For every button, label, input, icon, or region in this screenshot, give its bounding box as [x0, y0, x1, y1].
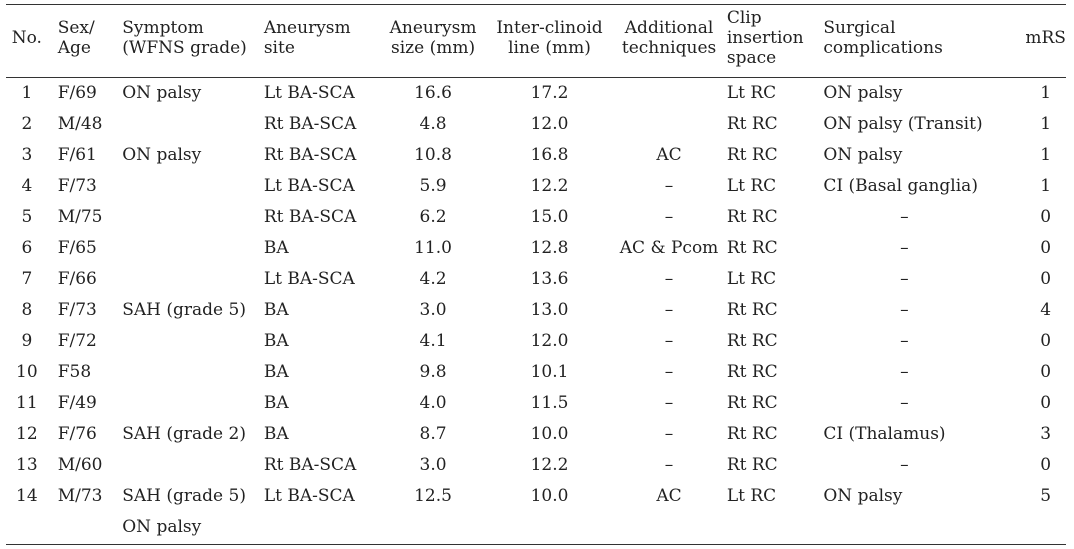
cell-symptom: SAH (grade 5)	[122, 299, 246, 320]
cell-comp: –	[900, 392, 909, 413]
cell-empty	[6, 511, 48, 542]
cell-sex-age: F/76	[57, 423, 97, 444]
cell-line: 17.2	[530, 82, 569, 103]
header-comp: Surgical complications	[823, 4, 1025, 77]
cell-comp: –	[900, 268, 909, 289]
cell-tech: AC	[656, 144, 682, 165]
cell-sex-age: M/48	[57, 113, 103, 134]
cell-size: 9.8	[419, 361, 447, 382]
header-mrs: mRS	[1025, 4, 1066, 77]
cell-empty	[264, 511, 378, 542]
cell-symptom	[122, 232, 264, 263]
cell-size: 11.0	[414, 237, 452, 258]
cell-mrs: 0	[1040, 237, 1052, 258]
cell-line: 12.0	[530, 113, 569, 134]
cell-tech: –	[664, 206, 674, 227]
cell-sex-age: F/73	[57, 175, 97, 196]
cell-comp: –	[900, 454, 909, 475]
cell-tech: AC & Pcom	[619, 237, 719, 258]
cell-site: BA	[263, 361, 289, 382]
cell-comp: ON palsy (Transit)	[823, 113, 983, 134]
cell-tech: –	[664, 330, 674, 351]
cell-symptom	[122, 108, 264, 139]
header-sex-age: Sex/ Age	[48, 4, 123, 77]
header-site: Aneurysm site	[264, 4, 378, 77]
cell-sex-age: F/66	[57, 268, 97, 289]
cell-line: 11.5	[530, 392, 569, 413]
cell-clip: Rt RC	[726, 144, 778, 165]
cell-comp: –	[900, 330, 909, 351]
cell-line: 13.0	[530, 299, 569, 320]
cell-empty	[48, 511, 123, 542]
table-row	[6, 418, 1066, 449]
header-clip: Clip insertion space	[727, 4, 824, 77]
cell-clip: Rt RC	[726, 113, 778, 134]
header-tech: Additional techniques	[611, 4, 727, 77]
cell-tech: –	[664, 454, 674, 475]
cell-mrs: 0	[1040, 454, 1052, 475]
cell-tech: –	[664, 423, 674, 444]
cell-clip: Rt RC	[726, 299, 778, 320]
cell-comp: ON palsy	[823, 144, 903, 165]
cell-empty	[611, 511, 727, 542]
cell-line: 12.0	[530, 330, 569, 351]
cell-mrs: 1	[1040, 82, 1052, 103]
bottom-rule	[6, 544, 1066, 545]
cell-site: BA	[263, 423, 289, 444]
cell-size: 4.2	[419, 268, 447, 289]
cell-clip: Rt RC	[726, 330, 778, 351]
cell-symptom	[122, 263, 264, 294]
cell-symptom: SAH (grade 5)	[122, 485, 246, 506]
cell-size: 4.0	[419, 392, 447, 413]
cell-sex-age: M/73	[57, 485, 103, 506]
cell-sex-age: F/65	[57, 237, 97, 258]
cell-site: Rt BA-SCA	[263, 144, 357, 165]
table-row	[6, 263, 1066, 294]
cell-tech: –	[664, 361, 674, 382]
cell-no: 8	[21, 299, 33, 320]
cell-empty	[727, 511, 824, 542]
cell-size: 6.2	[419, 206, 447, 227]
header-line: Inter-clinoid line (mm)	[488, 4, 611, 77]
cell-clip: Lt RC	[726, 175, 777, 196]
cell-size: 10.8	[414, 144, 452, 165]
cell-symptom	[122, 387, 264, 418]
cell-mrs: 3	[1040, 423, 1052, 444]
cell-clip: Rt RC	[726, 237, 778, 258]
cell-mrs: 4	[1040, 299, 1052, 320]
cell-site: Rt BA-SCA	[263, 113, 357, 134]
table-row	[6, 387, 1066, 418]
table-body	[6, 77, 1066, 542]
cell-no: 11	[16, 392, 38, 413]
cell-mrs: 0	[1040, 361, 1052, 382]
header-symptom: Symptom (WFNS grade)	[122, 4, 264, 77]
table-row	[6, 170, 1066, 201]
cell-clip: Rt RC	[726, 423, 778, 444]
cell-no: 1	[21, 82, 33, 103]
cell-tech: –	[664, 268, 674, 289]
cell-no: 2	[21, 113, 33, 134]
cell-clip: Lt RC	[726, 485, 777, 506]
cell-comp: ON palsy	[823, 485, 903, 506]
cell-empty	[378, 511, 487, 542]
cell-no: 5	[21, 206, 33, 227]
cell-symptom: ON palsy	[122, 144, 202, 165]
cell-size: 4.8	[419, 113, 447, 134]
cell-no: 7	[21, 268, 33, 289]
cell-site: Lt BA-SCA	[263, 268, 355, 289]
cell-tech: –	[664, 175, 674, 196]
cell-clip: Lt RC	[726, 268, 777, 289]
cell-line: 10.0	[530, 485, 569, 506]
cell-clip: Rt RC	[726, 361, 778, 382]
table-row	[6, 325, 1066, 356]
cell-symptom	[122, 449, 264, 480]
cell-no: 9	[21, 330, 33, 351]
cell-site: BA	[263, 330, 289, 351]
cell-tech: –	[664, 392, 674, 413]
cell-comp: ON palsy	[823, 82, 903, 103]
cell-sex-age: M/75	[57, 206, 103, 227]
cell-no: 12	[16, 423, 38, 444]
cell-size: 3.0	[419, 454, 447, 475]
cell-site: BA	[263, 237, 289, 258]
cell-site: Rt BA-SCA	[263, 206, 357, 227]
table-row	[6, 232, 1066, 263]
cell-tech: –	[664, 299, 674, 320]
cell-clip: Lt RC	[726, 82, 777, 103]
cell-no: 10	[16, 361, 38, 382]
cell-sex-age: M/60	[57, 454, 103, 475]
cell-comp: –	[900, 237, 909, 258]
table-row-continuation	[6, 511, 1066, 542]
cell-line: 10.1	[530, 361, 569, 382]
cell-line: 13.6	[530, 268, 569, 289]
table-row	[6, 356, 1066, 387]
header-no: No.	[6, 4, 48, 77]
cell-mrs: 0	[1040, 206, 1052, 227]
cell-line: 16.8	[530, 144, 569, 165]
cell-symptom	[122, 201, 264, 232]
cell-empty	[823, 511, 1025, 542]
cell-mrs: 0	[1040, 268, 1052, 289]
cell-site: BA	[263, 392, 289, 413]
table-row	[6, 108, 1066, 139]
cell-no: 6	[21, 237, 33, 258]
cell-mrs: 5	[1040, 485, 1052, 506]
cell-no: 4	[21, 175, 33, 196]
cell-size: 8.7	[419, 423, 447, 444]
table-row	[6, 480, 1066, 511]
cell-line: 12.2	[530, 454, 569, 475]
cell-empty	[1025, 511, 1066, 542]
cell-sex-age: F/73	[57, 299, 97, 320]
cell-tech: AC	[656, 485, 682, 506]
cell-no: 14	[16, 485, 38, 506]
cell-mrs: 0	[1040, 392, 1052, 413]
cell-site: Lt BA-SCA	[263, 175, 355, 196]
cell-comp: –	[900, 299, 909, 320]
header-row	[6, 4, 1066, 77]
cell-line: 10.0	[530, 423, 569, 444]
cell-symptom	[122, 170, 264, 201]
table-row	[6, 201, 1066, 232]
table-row	[6, 139, 1066, 170]
cell-mrs: 1	[1040, 144, 1052, 165]
cell-sex-age: F/69	[57, 82, 97, 103]
cell-no: 13	[16, 454, 38, 475]
cell-line: 15.0	[530, 206, 569, 227]
cell-mrs: 1	[1040, 175, 1052, 196]
cell-size: 16.6	[414, 82, 452, 103]
cell-clip: Rt RC	[726, 392, 778, 413]
cell-no: 3	[21, 144, 33, 165]
cell-clip: Rt RC	[726, 206, 778, 227]
cell-sex-age: F/49	[57, 392, 97, 413]
patient-table	[6, 4, 1066, 542]
cell-symptom-continued: ON palsy	[122, 516, 202, 537]
cell-empty	[488, 511, 611, 542]
cell-mrs: 0	[1040, 330, 1052, 351]
cell-size: 12.5	[414, 485, 452, 506]
cell-size: 5.9	[419, 175, 447, 196]
cell-symptom: ON palsy	[122, 82, 202, 103]
cell-symptom	[122, 325, 264, 356]
cell-comp: CI (Thalamus)	[823, 423, 946, 444]
cell-clip: Rt RC	[726, 454, 778, 475]
cell-sex-age: F58	[57, 361, 92, 382]
cell-mrs: 1	[1040, 113, 1052, 134]
cell-comp: CI (Basal ganglia)	[823, 175, 978, 196]
table-row	[6, 77, 1066, 108]
cell-tech	[611, 108, 727, 139]
table-row	[6, 294, 1066, 325]
cell-symptom	[122, 356, 264, 387]
cell-site: BA	[263, 299, 289, 320]
cell-tech	[611, 77, 727, 108]
cell-comp: –	[900, 361, 909, 382]
cell-size: 4.1	[419, 330, 447, 351]
cell-site: Lt BA-SCA	[263, 82, 355, 103]
header-size: Aneurysm size (mm)	[378, 4, 487, 77]
cell-symptom: SAH (grade 2)	[122, 423, 246, 444]
table-row	[6, 449, 1066, 480]
cell-sex-age: F/72	[57, 330, 97, 351]
cell-comp: –	[900, 206, 909, 227]
cell-site: Rt BA-SCA	[263, 454, 357, 475]
cell-size: 3.0	[419, 299, 447, 320]
cell-line: 12.8	[530, 237, 569, 258]
cell-site: Lt BA-SCA	[263, 485, 355, 506]
cell-sex-age: F/61	[57, 144, 97, 165]
cell-line: 12.2	[530, 175, 569, 196]
